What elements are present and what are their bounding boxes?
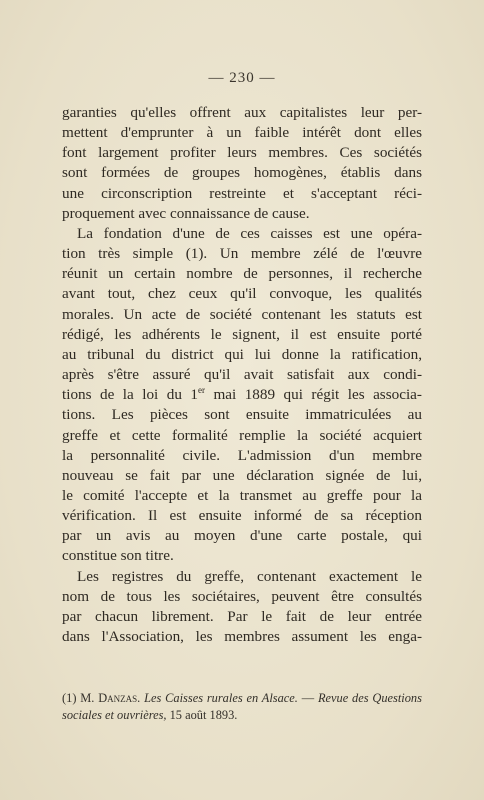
text-line: garanties qu'elles offrent aux capitalistes leur per- bbox=[62, 104, 422, 121]
text-line: nouveau se fait par une déclaration signée de lui, bbox=[62, 466, 422, 484]
text-line: rédigé, les adhérents le signent, il est ensuite porté bbox=[62, 325, 422, 343]
text-line: font largement profiter leurs membres. Ces sociétés bbox=[62, 144, 422, 162]
body-text bbox=[62, 103, 422, 647]
text-line: par un avis au moyen d'une carte postale, qui bbox=[62, 527, 422, 545]
text-line: au tribunal du district qui lui donne la ratification, bbox=[62, 345, 422, 363]
paragraph-2 bbox=[62, 224, 422, 567]
text-line: Les registres du greffe, contenant exactement le bbox=[77, 567, 422, 585]
text-line: nom de tous les sociétaires, peuvent être consultés bbox=[62, 587, 422, 605]
text-line: sont formées de groupes homogènes, établis dans bbox=[62, 164, 422, 182]
page-number: — 230 — bbox=[208, 70, 276, 86]
text-line: tion très simple (1). Un membre zélé de l'œuvre bbox=[62, 245, 422, 263]
text-line: avant tout, chez ceux qu'il convoque, les qualités bbox=[62, 285, 422, 303]
text-line: morales. Un acte de société contenant les statuts est bbox=[62, 305, 422, 323]
footnote bbox=[62, 690, 422, 724]
footnote-author: Danzas bbox=[98, 691, 138, 705]
text-line: vérification. Il est ensuite informé de sa réception bbox=[62, 507, 422, 525]
footnote-marker: (1) M. bbox=[62, 691, 95, 705]
footnote-journal-cont: sociales et ouvrières, bbox=[62, 708, 167, 722]
ordinal-superscript: er bbox=[198, 385, 205, 396]
footnote-date: 15 août 1893. bbox=[169, 708, 238, 722]
text-line: mettent d'emprunter à un faible intérêt dont elles bbox=[62, 124, 422, 142]
footnote-line-2 bbox=[62, 707, 422, 724]
footnote-title: Les Caisses rurales en Alsace. bbox=[144, 691, 298, 705]
text-line: proquement avec connaissance de cause. bbox=[62, 204, 310, 222]
text-line: par chacun librement. Par le fait de leur entrée bbox=[62, 607, 422, 625]
text-line: le comité l'accepte et la transmet au greffe pour la bbox=[62, 486, 422, 504]
text-line: réunit un certain nombre de personnes, il recherche bbox=[62, 265, 422, 283]
paragraph-3 bbox=[62, 567, 422, 648]
text-line: dans l'Association, les membres assument les enga- bbox=[62, 628, 422, 646]
text-line: tions. Les pièces sont ensuite immatriculées au bbox=[62, 406, 422, 424]
text-line: la personnalité civile. L'admission d'un membre bbox=[62, 446, 422, 464]
footnote-journal: Revue des Questions bbox=[317, 691, 422, 705]
text-line: La fondation d'une de ces caisses est une opéra- bbox=[77, 224, 422, 242]
text-line: constitue son titre. bbox=[62, 547, 174, 565]
paragraph-1 bbox=[62, 103, 422, 224]
footnote-dash: — bbox=[301, 691, 315, 705]
text-line: greffe et cette formalité remplie la société acquiert bbox=[62, 426, 422, 444]
text-line: une circonscription restreinte et s'acceptant réci- bbox=[62, 184, 422, 202]
text-line: après s'être assuré qu'il avait satisfait aux condi- bbox=[62, 366, 422, 384]
text-line-with-superscript: tions de la loi du 1er mai 1889 qui régit les associa- bbox=[62, 385, 422, 404]
footnote-line-1: (1) M. Danzas. Les Caisses rurales en Alsace. — Revue des Questions bbox=[62, 691, 422, 705]
